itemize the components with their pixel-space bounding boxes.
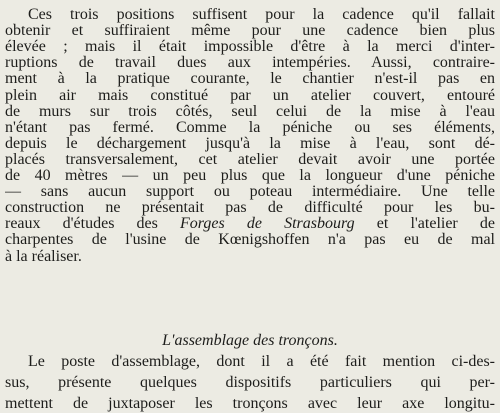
text-line: de 40 mètres — un peu plus que la longueur d'une péniche <box>5 167 495 184</box>
text-segment: et l'atelier de <box>354 215 495 233</box>
text-line: de murs sur trois côtés, seul celui de la mise à l'eau <box>5 102 495 120</box>
text-line: Ces trois positions suffisent pour la cadence qu'il fallait <box>28 6 495 23</box>
text-line: ment à la pratique courante, le chantier n'est-il pas en <box>5 70 495 88</box>
text-line: sus, présente quelques dispositifs particuliers qui per- <box>5 374 495 391</box>
text-line: Le poste d'assemblage, dont il a été fait mention ci-des- <box>28 353 495 370</box>
text-line: charpentes de l'usine de Kœnigshoffen n'a pas eu de mal <box>5 231 495 249</box>
text-line: mettent de juxtaposer les tronçons avec leur axe longitu- <box>5 395 495 412</box>
text-line: élevée ; mais il était impossible d'être à la merci d'inter- <box>5 38 495 56</box>
text-line: ruptions de travail dues aux intempéries. Aussi, contraire- <box>5 54 495 72</box>
text-line: — sans aucun support ou poteau intermédiaire. Une telle <box>5 183 495 201</box>
text-segment: reaux d'études des <box>5 215 181 233</box>
text-line: construction ne présentait pas de difficulté pour les bu- <box>5 199 495 217</box>
italic-institution-name: Forges de Strasbourg <box>180 215 355 233</box>
text-line: depuis le déchargement jusqu'à la mise à l'eau, sont dé- <box>5 134 495 152</box>
text-line: obtenir et suffiraient même pour une cadence bien plus <box>5 22 495 40</box>
text-line: à la réaliser. <box>5 247 82 265</box>
text-line: placés transversalement, cet atelier devait avoir une portée <box>5 150 495 168</box>
text-line: n'étant pas fermé. Comme la péniche ou ses éléments, <box>5 118 495 136</box>
section-heading: L'assemblage des tronçons. <box>162 332 338 349</box>
text-line: plein air mais constitué par un atelier couvert, entouré <box>5 86 495 104</box>
